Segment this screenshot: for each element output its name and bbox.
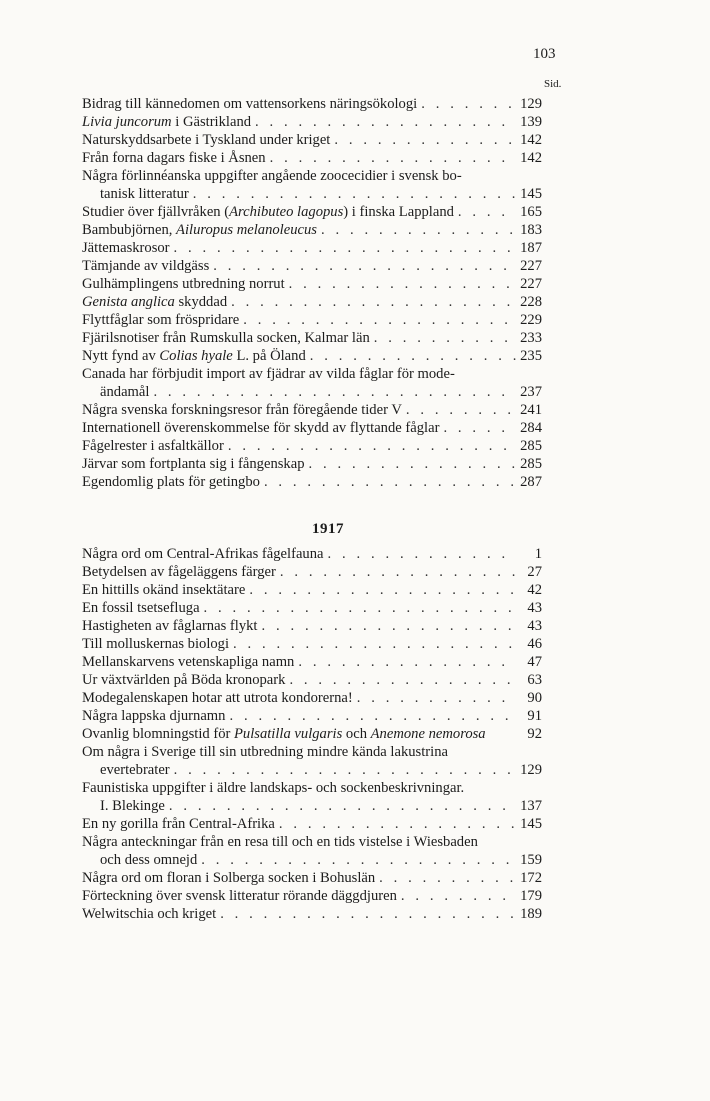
title-text: evertebrater (100, 762, 170, 778)
toc-entry-title (82, 437, 224, 455)
toc-entry-page: 142 (520, 150, 542, 166)
toc-entry-page: 139 (520, 114, 542, 130)
toc-entry-title (82, 887, 397, 905)
toc-entry-title (82, 563, 276, 581)
toc-entry-page: 43 (527, 600, 542, 616)
toc-entry-page: 237 (520, 384, 542, 400)
toc-entry (82, 365, 542, 401)
title-text: Hastigheten av fåglarnas flykt (82, 618, 258, 634)
toc-entry-title (82, 707, 225, 725)
toc-entry (82, 329, 542, 347)
title-text: Egendomlig plats för getingbo (82, 474, 260, 490)
toc-entry-title (82, 815, 275, 833)
toc-entry-title (82, 653, 294, 671)
toc-entry-page: 91 (527, 708, 542, 724)
dot-leader (374, 329, 516, 347)
dot-leader (249, 581, 516, 599)
toc-entry-page: 233 (520, 330, 542, 346)
title-text: Jättemaskrosor (82, 240, 170, 256)
dot-leader (261, 617, 516, 635)
title-text: Till molluskernas biologi (82, 636, 230, 652)
toc-entry (82, 257, 542, 275)
toc-entry-title (82, 869, 375, 887)
title-text: Naturskyddsarbete i Tyskland under kriget (82, 132, 331, 148)
toc-entry (82, 221, 542, 239)
toc-entry-title-first-line: Några anteckningar från en resa till och en tids vistelse i Wiesbaden (82, 834, 478, 850)
toc-entry-page: 47 (527, 654, 542, 670)
toc-entry-title-first-line: Om några i Sverige till sin utbredning mindre kända lakustrina (82, 744, 448, 760)
toc-entry-page: 183 (520, 222, 542, 238)
taxon-name: Livia juncorum (82, 114, 172, 130)
toc-entry-title-first-line: Faunistiska uppgifter i äldre landskaps- och sockenbeskrivningar. (82, 780, 465, 796)
dot-leader (264, 473, 516, 491)
dot-leader (458, 203, 516, 221)
dot-leader (174, 761, 516, 779)
title-text: Några ord om Central-Afrikas fågelfauna (82, 546, 324, 562)
title-text: Bambubjörnen, (82, 222, 177, 238)
toc-entry-title (82, 221, 317, 239)
toc-entry-page: 241 (520, 402, 542, 418)
toc-entry (82, 113, 542, 131)
dot-leader (201, 851, 516, 869)
taxon-name: Ailuropus melanoleucus (176, 222, 317, 238)
toc-entry-page: 42 (527, 582, 542, 598)
toc-entry-title (100, 851, 197, 869)
toc-entry-title (82, 311, 239, 329)
toc-entry-page: 142 (520, 132, 542, 148)
dot-leader (233, 635, 516, 653)
toc-entry (82, 815, 542, 833)
toc-entry-title (100, 383, 149, 401)
dot-leader (279, 815, 516, 833)
title-text: Ur växtvärlden på Böda kronopark (82, 672, 286, 688)
toc-entry-page: 46 (527, 636, 542, 652)
dot-leader (174, 239, 516, 257)
toc-entry-title (82, 113, 251, 131)
dot-leader (220, 905, 516, 923)
dot-leader (243, 311, 516, 329)
dot-leader (309, 455, 517, 473)
toc-entry (82, 203, 542, 221)
title-text: En fossil tsetsefluga (82, 600, 200, 616)
toc-entry (82, 149, 542, 167)
toc-entry-title (82, 293, 227, 311)
toc-entry-page: 235 (520, 348, 542, 364)
dot-leader (357, 689, 516, 707)
toc-entry-page: 63 (527, 672, 542, 688)
title-text: Fågelrester i asfaltkällor (82, 438, 224, 454)
title-text: Bidrag till kännedomen om vattensorkens näringsökologi (82, 96, 418, 112)
taxon-name: Anemone nemorosa (370, 726, 486, 742)
title-text: ändamål (100, 384, 150, 400)
title-text: Welwitschia och kriget (82, 906, 217, 922)
toc-entry-title-first-line: Canada har förbjudit import av fjädrar av vilda fåglar för mode- (82, 366, 455, 382)
toc-entry-title (82, 671, 285, 689)
toc-entry (82, 545, 542, 563)
toc-entry-title-first-line: Några förlinnéanska uppgifter angående zoocecidier i svensk bo- (82, 168, 462, 184)
toc-entry-page: 145 (520, 186, 542, 202)
toc-entry (82, 833, 542, 869)
dot-leader (310, 347, 516, 365)
dot-leader (443, 419, 516, 437)
toc-entry-title (82, 545, 324, 563)
title-text: Nytt fynd av (82, 348, 160, 364)
title-text: Betydelsen av fågeläggens färger (82, 564, 276, 580)
page-number: 103 (533, 46, 556, 62)
toc-entry (82, 869, 542, 887)
toc-entry-title (100, 761, 170, 779)
title-text: En hittills okänd insektätare (82, 582, 246, 598)
toc-entry-title (82, 473, 260, 491)
year-heading: 1917 (312, 521, 344, 537)
toc-entry-page: 179 (520, 888, 542, 904)
toc-entry (82, 635, 542, 653)
dot-leader (153, 383, 516, 401)
toc-entry (82, 599, 542, 617)
title-text: Ovanlig blomningstid för (82, 726, 235, 742)
dot-leader (193, 185, 516, 203)
toc-entry-title (82, 689, 353, 707)
title-text: Internationell överenskommelse för skydd av flyttande fåglar (82, 420, 440, 436)
title-text: ) i finska Lappland (343, 204, 454, 220)
toc-entry-title (82, 347, 306, 365)
toc-entry (82, 275, 542, 293)
dot-leader (213, 257, 516, 275)
toc-entry-title (82, 95, 417, 113)
toc-entry (82, 455, 542, 473)
toc-entry (82, 905, 542, 923)
toc-entry (82, 671, 542, 689)
toc-section-1916 (82, 95, 542, 491)
title-text: Några lappska djurnamn (82, 708, 226, 724)
toc-entry (82, 563, 542, 581)
toc-entry-title (100, 797, 165, 815)
toc-entry-page: 27 (527, 564, 542, 580)
toc-entry (82, 887, 542, 905)
toc-entry-page: 227 (520, 276, 542, 292)
taxon-name: Genista anglica (82, 294, 175, 310)
taxon-name: Archibuteo lagopus (229, 204, 344, 220)
title-text: L. på Öland (232, 348, 306, 364)
toc-entry-page: 145 (520, 816, 542, 832)
toc-entry-page: 129 (520, 96, 542, 112)
toc-section-1917 (82, 545, 542, 923)
toc-entry (82, 689, 542, 707)
dot-leader (280, 563, 516, 581)
title-text: Från forna dagars fiske i Åsnen (82, 150, 266, 166)
toc-entry-page: 187 (520, 240, 542, 256)
dot-leader (406, 401, 516, 419)
toc-entry-title (82, 149, 266, 167)
dot-leader (228, 437, 516, 455)
toc-entry (82, 473, 542, 491)
dot-leader (270, 149, 516, 167)
toc-entry-title (82, 455, 305, 473)
dot-leader (401, 887, 516, 905)
toc-entry (82, 743, 542, 779)
title-text: Gulhämplingens utbredning norrut (82, 276, 285, 292)
toc-entry-page: 287 (520, 474, 542, 490)
dot-leader (379, 869, 516, 887)
toc-entry (82, 293, 542, 311)
title-text: Flyttfåglar som fröspridare (82, 312, 240, 328)
dot-leader (421, 95, 516, 113)
toc-entry (82, 707, 542, 725)
toc-entry (82, 653, 542, 671)
dot-leader (328, 545, 516, 563)
toc-entry-title (82, 617, 257, 635)
toc-entry-page: 90 (527, 690, 542, 706)
toc-entry-title (100, 185, 189, 203)
toc-entry-title (82, 131, 330, 149)
title-text: Förteckning över svensk litteratur rörande däggdjuren (82, 888, 397, 904)
toc-entry (82, 419, 542, 437)
toc-entry-page: 1 (534, 546, 542, 562)
toc-entry (82, 95, 542, 113)
dot-leader (289, 275, 516, 293)
toc-entry (82, 725, 542, 743)
toc-entry-page: 285 (520, 456, 542, 472)
title-text: Mellanskarvens vetenskapliga namn (82, 654, 295, 670)
toc-entry-title (82, 419, 439, 437)
toc-entry-title (82, 239, 170, 257)
toc-entry (82, 311, 542, 329)
title-text: och (342, 726, 371, 742)
toc-entry-title (82, 905, 216, 923)
toc-entry (82, 437, 542, 455)
dot-leader (334, 131, 516, 149)
toc-entry-title (82, 203, 454, 221)
dot-leader (169, 797, 516, 815)
title-text: Tämjande av vildgäss (82, 258, 210, 274)
dot-leader (255, 113, 516, 131)
toc-entry-title (82, 635, 229, 653)
toc-entry-title (82, 275, 285, 293)
toc-entry-title (82, 581, 245, 599)
toc-entry-page: 43 (527, 618, 542, 634)
toc-entry (82, 239, 542, 257)
page-column-label: Sid. (544, 78, 562, 90)
title-text: och dess omnejd (100, 852, 198, 868)
toc-entry-title (82, 329, 370, 347)
toc-entry-title (82, 599, 200, 617)
dot-leader (321, 221, 516, 239)
title-text: Järvar som fortplanta sig i fångenskap (82, 456, 305, 472)
toc-entry-page: 285 (520, 438, 542, 454)
toc-entry (82, 167, 542, 203)
dot-leader (298, 653, 516, 671)
toc-entry-page: 129 (520, 762, 542, 778)
toc-entry (82, 131, 542, 149)
title-text: I. Blekinge (100, 798, 165, 814)
toc-entry (82, 617, 542, 635)
dot-leader (229, 707, 516, 725)
title-text: Modegalenskapen hotar att utrota kondorerna! (82, 690, 353, 706)
toc-entry (82, 581, 542, 599)
title-text: tanisk litteratur (100, 186, 189, 202)
toc-entry-page: 172 (520, 870, 542, 886)
title-text: En ny gorilla från Central-Afrika (82, 816, 275, 832)
toc-entry-page: 189 (520, 906, 542, 922)
title-text: Fjärilsnotiser från Rumskulla socken, Kalmar län (82, 330, 370, 346)
toc-entry-title (82, 401, 402, 419)
toc-entry (82, 401, 542, 419)
toc-entry (82, 347, 542, 365)
toc-entry-page: 228 (520, 294, 542, 310)
toc-entry-page: 137 (520, 798, 542, 814)
toc-entry (82, 779, 542, 815)
dot-leader (231, 293, 516, 311)
toc-entry-title (82, 257, 209, 275)
toc-entry-page: 227 (520, 258, 542, 274)
title-text: skyddad (174, 294, 228, 310)
title-text: Några svenska forskningsresor från föregående tider V (82, 402, 402, 418)
toc-entry-page: 165 (520, 204, 542, 220)
dot-leader (289, 671, 516, 689)
toc-entry-page: 229 (520, 312, 542, 328)
dot-leader (204, 599, 516, 617)
title-text: i Gästrikland (171, 114, 252, 130)
taxon-name: Colias hyale (159, 348, 233, 364)
taxon-name: Pulsatilla vulgaris (234, 726, 343, 742)
toc-entry-page: 92 (527, 726, 542, 742)
title-text: Studier över fjällvråken ( (82, 204, 230, 220)
toc-entry-page: 159 (520, 852, 542, 868)
toc-entry-title (82, 725, 486, 743)
title-text: Några ord om floran i Solberga socken i Bohuslän (82, 870, 376, 886)
toc-entry-page: 284 (520, 420, 542, 436)
